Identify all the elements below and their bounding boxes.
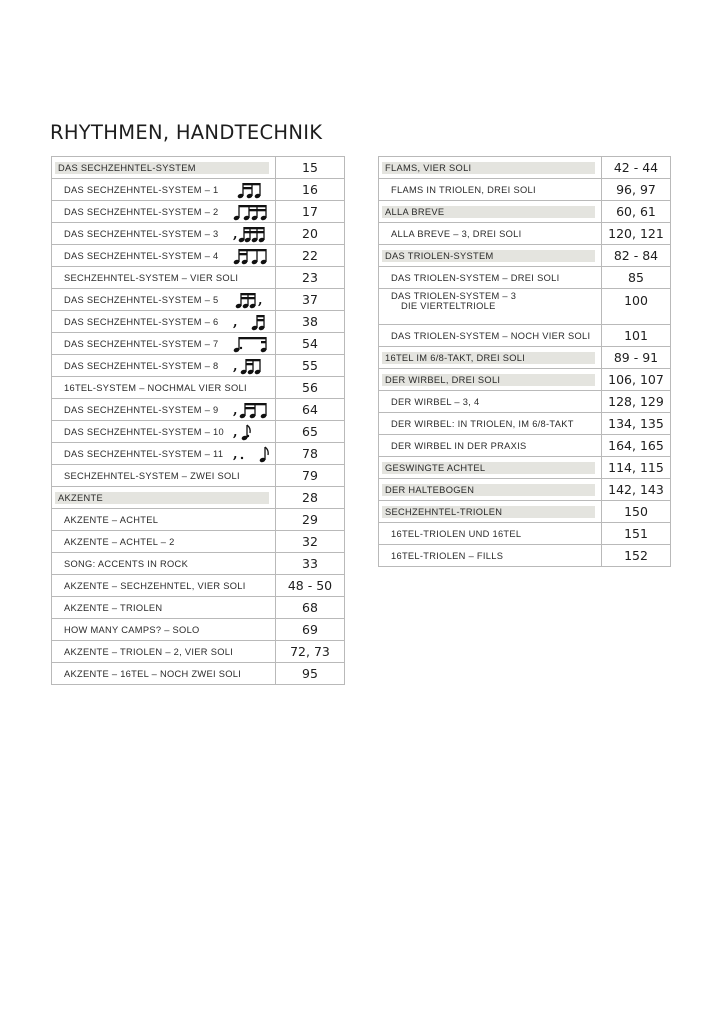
svg-text:,: , [233, 314, 238, 330]
page-number: 32 [276, 531, 345, 553]
page-number: 95 [276, 663, 345, 685]
entry-row [52, 575, 345, 597]
section-row [379, 501, 671, 523]
entry-row [52, 245, 345, 267]
entry-title: AKZENTE – ACHTEL [64, 514, 159, 525]
section-row [379, 457, 671, 479]
entry-row [52, 377, 345, 399]
row-label-cell [52, 399, 276, 421]
row-label-cell [52, 157, 276, 179]
page-number: 96, 97 [602, 179, 671, 201]
entry-row [52, 333, 345, 355]
row-label-cell [52, 289, 276, 311]
entry-title: SECHZEHNTEL-SYSTEM – ZWEI SOLI [64, 470, 240, 481]
section-row [379, 245, 671, 267]
entry-row [52, 201, 345, 223]
entry-title: 16TEL-TRIOLEN UND 16TEL [391, 528, 522, 539]
page-number: 68 [276, 597, 345, 619]
row-label-cell [379, 435, 602, 457]
row-label-cell [52, 179, 276, 201]
section-row [379, 369, 671, 391]
page-number: 128, 129 [602, 391, 671, 413]
row-label-cell [379, 391, 602, 413]
row-label-cell [52, 355, 276, 377]
rhythm-notation-icon [233, 203, 269, 221]
entry-row [52, 597, 345, 619]
rhythm-notation-icon [233, 247, 269, 265]
row-label-cell [52, 509, 276, 531]
page-number: 42 - 44 [602, 157, 671, 179]
entry-title: AKZENTE – ACHTEL – 2 [64, 536, 175, 547]
section-row [379, 157, 671, 179]
section-row [52, 157, 345, 179]
entry-title: DAS SECHZEHNTEL-SYSTEM – 7 [64, 338, 219, 349]
page-number: 64 [276, 399, 345, 421]
page-number: 151 [602, 523, 671, 545]
rhythm-notation-icon [233, 357, 269, 375]
section-title: DAS SECHZEHNTEL-SYSTEM [58, 162, 196, 173]
page-number: 37 [276, 289, 345, 311]
entry-title: AKZENTE – TRIOLEN [64, 602, 163, 613]
row-label-cell [52, 223, 276, 245]
entry-row [379, 179, 671, 201]
entry-row [52, 399, 345, 421]
page-number: 16 [276, 179, 345, 201]
page-number: 55 [276, 355, 345, 377]
entry-row [52, 663, 345, 685]
row-label-cell [52, 641, 276, 663]
entry-title: SECHZEHNTEL-SYSTEM – VIER SOLI [64, 272, 239, 283]
entry-row [379, 289, 671, 325]
page-number: 22 [276, 245, 345, 267]
row-label-cell [379, 289, 602, 325]
rhythm-notation-icon [233, 401, 269, 419]
svg-text:,: , [258, 292, 263, 308]
entry-row [52, 641, 345, 663]
row-label-cell [379, 369, 602, 391]
row-label-cell [52, 597, 276, 619]
page-number: 33 [276, 553, 345, 575]
page-number: 28 [276, 487, 345, 509]
row-label-cell [379, 545, 602, 567]
row-label-cell [379, 479, 602, 501]
section-title: 16TEL IM 6/8-TAKT, DREI SOLI [385, 352, 526, 363]
entry-title: SONG: ACCENTS IN ROCK [64, 558, 189, 569]
page-number: 152 [602, 545, 671, 567]
page-number: 65 [276, 421, 345, 443]
entry-row [379, 267, 671, 289]
section-title: DER WIRBEL, DREI SOLI [385, 374, 501, 385]
entry-title: DAS SECHZEHNTEL-SYSTEM – 9 [64, 404, 219, 415]
page-number: 78 [276, 443, 345, 465]
page-number: 142, 143 [602, 479, 671, 501]
page-number: 85 [602, 267, 671, 289]
page-number: 38 [276, 311, 345, 333]
rhythm-notation-icon [233, 181, 269, 199]
svg-text:,: , [233, 358, 238, 374]
entry-title: DAS SECHZEHNTEL-SYSTEM – 2 [64, 206, 219, 217]
section-row [379, 201, 671, 223]
entry-title: DER WIRBEL: IN TRIOLEN, IM 6/8-TAKT [391, 418, 574, 429]
section-title: DER HALTEBOGEN [385, 484, 475, 495]
entry-row [52, 355, 345, 377]
page-number: 60, 61 [602, 201, 671, 223]
entry-title: ALLA BREVE – 3, DREI SOLI [391, 228, 522, 239]
row-label-cell [52, 465, 276, 487]
page-number: 100 [602, 289, 671, 325]
row-label-cell [52, 377, 276, 399]
entry-title: DAS SECHZEHNTEL-SYSTEM – 8 [64, 360, 219, 371]
entry-title: DAS SECHZEHNTEL-SYSTEM – 3 [64, 228, 219, 239]
row-label-cell [52, 333, 276, 355]
row-label-cell [52, 553, 276, 575]
section-row [379, 347, 671, 369]
entry-row [379, 435, 671, 457]
row-label-cell [379, 157, 602, 179]
row-label-cell [379, 325, 602, 347]
entry-title: DAS SECHZEHNTEL-SYSTEM – 6 [64, 316, 219, 327]
page-number: 17 [276, 201, 345, 223]
entry-row [379, 325, 671, 347]
row-label-cell [379, 523, 602, 545]
entry-row [52, 531, 345, 553]
row-label-cell [52, 663, 276, 685]
entry-title: AKZENTE – 16TEL – NOCH ZWEI SOLI [64, 668, 242, 679]
rhythm-notation-icon [233, 225, 269, 243]
page-number: 29 [276, 509, 345, 531]
page-number: 69 [276, 619, 345, 641]
rhythm-notation-icon [233, 313, 269, 331]
page-number: 89 - 91 [602, 347, 671, 369]
rhythm-notation-icon [233, 445, 269, 463]
row-label-cell [379, 223, 602, 245]
row-label-cell [379, 501, 602, 523]
row-label-cell [379, 245, 602, 267]
entry-row [52, 179, 345, 201]
entry-title: 16TEL-TRIOLEN – FILLS [391, 550, 504, 561]
entry-title: DAS SECHZEHNTEL-SYSTEM – 5 [64, 294, 219, 305]
toc-table-left [51, 156, 345, 685]
page-number: 101 [602, 325, 671, 347]
entry-subtitle: DIE VIERTELTRIOLE [401, 301, 496, 311]
svg-text:,: , [233, 226, 238, 242]
toc-table-right [378, 156, 671, 567]
row-label-cell [52, 311, 276, 333]
row-label-cell [379, 201, 602, 223]
row-label-cell [379, 347, 602, 369]
row-label-cell [52, 245, 276, 267]
rhythm-notation-icon [233, 291, 269, 309]
row-label-cell [52, 575, 276, 597]
row-label-cell [52, 619, 276, 641]
entry-row [52, 553, 345, 575]
page-number: 82 - 84 [602, 245, 671, 267]
row-label-cell [379, 457, 602, 479]
row-label-cell [52, 267, 276, 289]
section-row [52, 487, 345, 509]
page-number: 134, 135 [602, 413, 671, 435]
row-label-cell [379, 179, 602, 201]
row-label-cell [379, 413, 602, 435]
entry-title: AKZENTE – SECHZEHNTEL, VIER SOLI [64, 580, 246, 591]
page-number: 54 [276, 333, 345, 355]
entry-title: DAS SECHZEHNTEL-SYSTEM – 1 [64, 184, 219, 195]
row-label-cell [52, 443, 276, 465]
section-title: GESWINGTE ACHTEL [385, 462, 486, 473]
page-number: 150 [602, 501, 671, 523]
rhythm-notation-icon [233, 335, 269, 353]
entry-title: DER WIRBEL – 3, 4 [391, 396, 480, 407]
entry-title: DER WIRBEL IN DER PRAXIS [391, 440, 527, 451]
entry-row [52, 465, 345, 487]
page-title: RHYTHMEN, HANDTECHNIK [50, 121, 323, 144]
page-number: 72, 73 [276, 641, 345, 663]
entry-row [52, 223, 345, 245]
page-number: 164, 165 [602, 435, 671, 457]
entry-title: DAS SECHZEHNTEL-SYSTEM – 10 [64, 426, 224, 437]
entry-row [52, 289, 345, 311]
section-title: ALLA BREVE [385, 206, 445, 217]
entry-title: FLAMS IN TRIOLEN, DREI SOLI [391, 184, 536, 195]
page-number: 79 [276, 465, 345, 487]
page-number: 56 [276, 377, 345, 399]
entry-title: DAS TRIOLEN-SYSTEM – NOCH VIER SOLI [391, 330, 591, 341]
row-label-cell [52, 531, 276, 553]
entry-title: 16TEL-SYSTEM – NOCHMAL VIER SOLI [64, 382, 247, 393]
svg-text:,: , [233, 446, 238, 462]
svg-text:,: , [233, 424, 238, 440]
page-number: 23 [276, 267, 345, 289]
rhythm-notation-icon [233, 423, 269, 441]
entry-row [379, 523, 671, 545]
svg-text:,: , [233, 402, 238, 418]
page-number: 20 [276, 223, 345, 245]
entry-row [52, 619, 345, 641]
section-row [379, 479, 671, 501]
row-label-cell [52, 201, 276, 223]
entry-row [52, 443, 345, 465]
entry-row [379, 545, 671, 567]
row-label-cell [52, 421, 276, 443]
page-number: 114, 115 [602, 457, 671, 479]
entry-title: AKZENTE – TRIOLEN – 2, VIER SOLI [64, 646, 234, 657]
entry-title: DAS TRIOLEN-SYSTEM – 3 [391, 291, 517, 301]
entry-title: DAS TRIOLEN-SYSTEM – DREI SOLI [391, 272, 560, 283]
entry-row [52, 311, 345, 333]
entry-row [52, 509, 345, 531]
section-title: DAS TRIOLEN-SYSTEM [385, 250, 494, 261]
entry-row [52, 421, 345, 443]
page-number: 15 [276, 157, 345, 179]
entry-row [379, 413, 671, 435]
section-title: AKZENTE [58, 492, 103, 503]
entry-row [52, 267, 345, 289]
section-title: SECHZEHNTEL-TRIOLEN [385, 506, 503, 517]
page-number: 106, 107 [602, 369, 671, 391]
row-label-cell [379, 267, 602, 289]
entry-title: HOW MANY CAMPS? – SOLO [64, 624, 200, 635]
entry-row [379, 391, 671, 413]
page-number: 120, 121 [602, 223, 671, 245]
row-label-cell [52, 487, 276, 509]
page-number: 48 - 50 [276, 575, 345, 597]
entry-title: DAS SECHZEHNTEL-SYSTEM – 4 [64, 250, 219, 261]
section-title: FLAMS, VIER SOLI [385, 162, 472, 173]
entry-row [379, 223, 671, 245]
entry-title: DAS SECHZEHNTEL-SYSTEM – 11 [64, 448, 224, 459]
